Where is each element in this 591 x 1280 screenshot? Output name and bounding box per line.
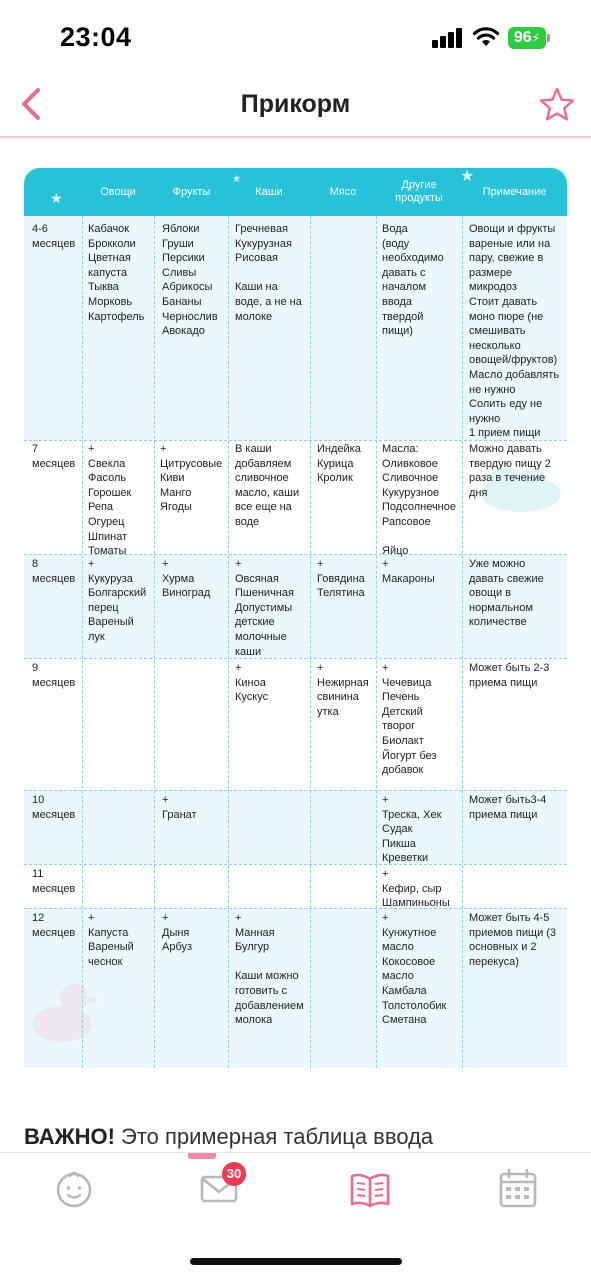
mail-badge: 30 [222, 1162, 246, 1186]
row-age-11: 11 месяцев [32, 868, 76, 895]
cell-fruits-4-6: Яблоки Груши Персики Сливы Абрикосы Бананы Чернослив Авокадо [162, 223, 218, 338]
row-age-7: 7 месяцев [32, 443, 76, 470]
home-indicator[interactable] [190, 1258, 402, 1265]
header-meat: Мясо [329, 185, 357, 198]
battery-level: 96 [513, 29, 532, 46]
status-time: 23:04 [60, 22, 132, 52]
cell-vegetables-8: + Кукуруза Болгарский перец Вареный лук [88, 558, 147, 643]
row-age-8: 8 месяцев [32, 558, 76, 585]
cell-porridge-7: В каши добавляем сливочное масло, каши все еще на воде [235, 443, 300, 528]
header-porridge: Каши [255, 185, 283, 198]
page-title: Прикорм [240, 90, 351, 118]
cell-other-12: + Кунжутное масло Кокосовое масло Камбала Толстолобик Сметана [382, 912, 447, 1027]
header-vegetables: Овощи [100, 185, 136, 198]
battery-indicator: 96⚡ [508, 27, 546, 49]
cell-notes-8: Уже можно давать свежие овощи в нормальном количестве [469, 558, 544, 629]
cell-meat-8: + Говядина Телятина [317, 558, 365, 600]
decor-duck-icon [28, 976, 108, 1046]
favorite-star-icon[interactable] [538, 86, 576, 124]
cell-fruits-10: + Гранат [162, 794, 197, 821]
cell-other-8: + Макароны [382, 558, 435, 585]
cell-vegetables-7: + Свекла Фасоль Горошек Репа Огурец Шпинат Томаты [88, 443, 132, 558]
important-note [24, 1124, 433, 1150]
cell-notes-7: Можно давать твердую пищу 2 раза в течение дня [469, 443, 551, 499]
cell-porridge-9: + Киноа Кускус [235, 662, 269, 704]
tab-calendar-icon[interactable] [496, 1167, 540, 1211]
row-age-12: 12 месяцев [32, 912, 76, 939]
cell-notes-9: Может быть 2-3 приема пищи [469, 662, 550, 689]
important-label: ВАЖНО! [24, 1124, 115, 1149]
cell-notes-10: Может быть3-4 приема пищи [469, 794, 547, 821]
cell-other-4-6: Вода (воду необходимо давать с началом ввода твердой пищи) [382, 223, 444, 338]
decor-star-icon: ★ [50, 190, 63, 206]
row-age-10: 10 месяцев [32, 794, 76, 821]
header-other: Другие продукты [395, 179, 443, 204]
cell-notes-12: Может быть 4-5 приемов пищи (3 основных и 2 перекуса) [469, 912, 557, 968]
battery-tip [547, 34, 550, 42]
row-age-4-6: 4-6 месяцев [32, 223, 76, 250]
table-header [24, 168, 567, 216]
status-bar [0, 0, 591, 72]
cell-vegetables-12: + Капуста Вареный чеснок [88, 912, 134, 968]
tab-baby-face-icon[interactable] [52, 1167, 96, 1211]
cell-porridge-12: + Манная Булгур Каши можно готовить с добавлением молока [235, 912, 304, 1027]
cell-porridge-4-6: Гречневая Кукурузная Рисовая Каши на воде, а не на молоке [235, 223, 302, 323]
cell-other-9: + Чечевица Печень Детский творог Биолакт Йогурт без добавок [382, 662, 437, 777]
cell-vegetables-4-6: Кабачок Брокколи Цветная капуста Тыква Морковь Картофель [88, 223, 145, 323]
tab-indicator [188, 1153, 216, 1159]
cell-other-10: + Треска, Хек Судак Пикша Креветки [382, 794, 442, 865]
feeding-table [24, 168, 567, 1068]
cell-other-11: + Кефир, сыр Шампиньоны [382, 868, 450, 910]
cell-meat-7: Индейка Курица Кролик [317, 443, 361, 485]
cell-notes-4-6: Овощи и фрукты вареные или на пару, свежие в размере микродоз Стоит давать моно пюре (не смешивать несколько овощей/фруктов) Масло добавлять не нужно Солить еду не нужно 1 прием пищи [469, 223, 560, 440]
tab-book-icon[interactable] [348, 1167, 392, 1211]
cell-other-7: Масла: Оливковое Сливочное Кукурузное Подсолнечное Рапсовое Яйцо [382, 443, 456, 558]
header-notes: Примечание [482, 185, 547, 198]
cell-fruits-8: + Хурма Виноград [162, 558, 211, 600]
cell-meat-9: + Нежирная свинина утка [317, 662, 369, 718]
row-bg [24, 864, 567, 908]
important-text: Это примерная таблица ввода [114, 1124, 434, 1149]
cell-porridge-8: + Овсяная Пшеничная Допустимы детские молочные каши [235, 558, 294, 658]
row-age-9: 9 месяцев [32, 662, 76, 689]
cell-fruits-12: + Дыня Арбуз [162, 912, 193, 954]
decor-star-icon: ★ [460, 168, 475, 185]
cellular-signal-icon [432, 28, 464, 48]
cell-fruits-7: + Цитрусовые Киви Манго Ягоды [160, 443, 223, 514]
navigation-bar [0, 72, 591, 138]
wifi-icon [472, 26, 500, 48]
decor-star-icon: ★ [232, 174, 241, 185]
header-fruits: Фрукты [172, 185, 211, 198]
